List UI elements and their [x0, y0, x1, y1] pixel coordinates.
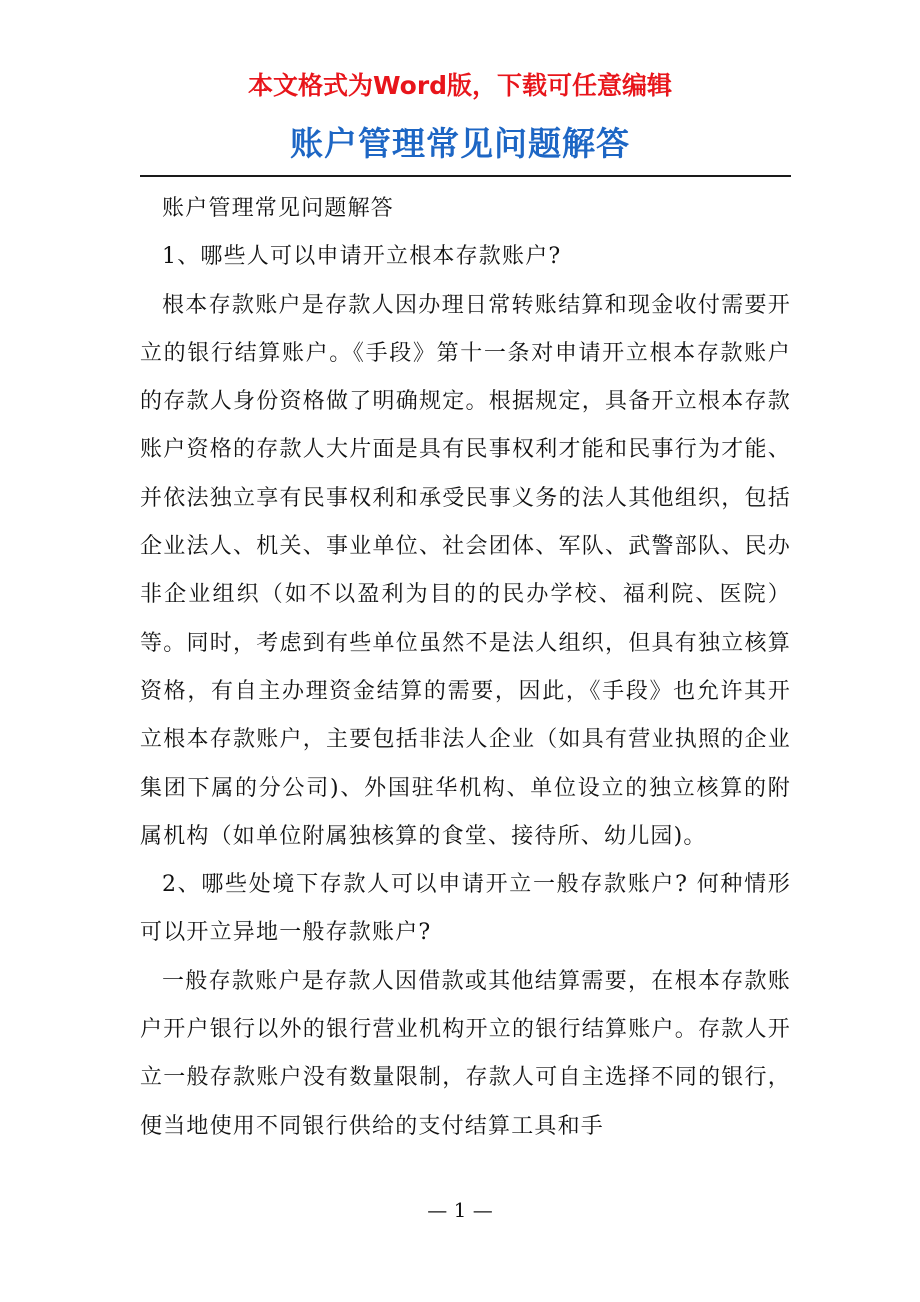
- document-title: 账户管理常见问题解答: [290, 124, 630, 163]
- question-1: 1、哪些人可以申请开立根本存款账户?: [162, 244, 562, 270]
- answer-1: 根本存款账户是存款人因办理日常转账结算和现金收付需要开立的银行结算账户。《手段》第十一条对申请开立根本存款账户的存款人身份资格做了明确规定。根据规定，具备开立根本存款账户资格的存款人大片面是具有民事权利才能和民事行为才能、并依法独立享有民事权利和承受民事义务的法人其他组织，包括企业法人、机关、事业单位、社会团体、军队、武警部队、民办非企业组织（如不以盈利为目的的民办学校、福利院、医院）等。同时，考虑到有些单位虽然不是法人组织，但具有独立核算资格，有自主办理资金结算的需要，因此，《手段》也允许其开立根本存款账户，主要包括非法人企业（如具有营业执照的企业集团下属的分公司)、外国驻华机构、单位设立的独立核算的附属机构（如单位附属独核算的食堂、接待所、幼儿园)。: [140, 292, 791, 849]
- body-heading: 账户管理常见问题解答: [162, 196, 395, 221]
- title-divider: [140, 175, 791, 177]
- document-body: [140, 185, 791, 1151]
- format-notice: 本文格式为Word版，下载可任意编辑: [247, 71, 673, 100]
- answer-2: 一般存款账户是存款人因借款或其他结算需要，在根本存款账户开户银行以外的银行营业机构开立的银行结算账户。存款人开立一般存款账户没有数量限制，存款人可自主选择不同的银行，便当地使用不同银行供给的支付结算工具和手: [140, 968, 791, 1139]
- page-number: — 1 —: [427, 1198, 493, 1222]
- question-2: 2、哪些处境下存款人可以申请开立一般存款账户? 何种情形可以开立异地一般存款账户?: [140, 872, 791, 946]
